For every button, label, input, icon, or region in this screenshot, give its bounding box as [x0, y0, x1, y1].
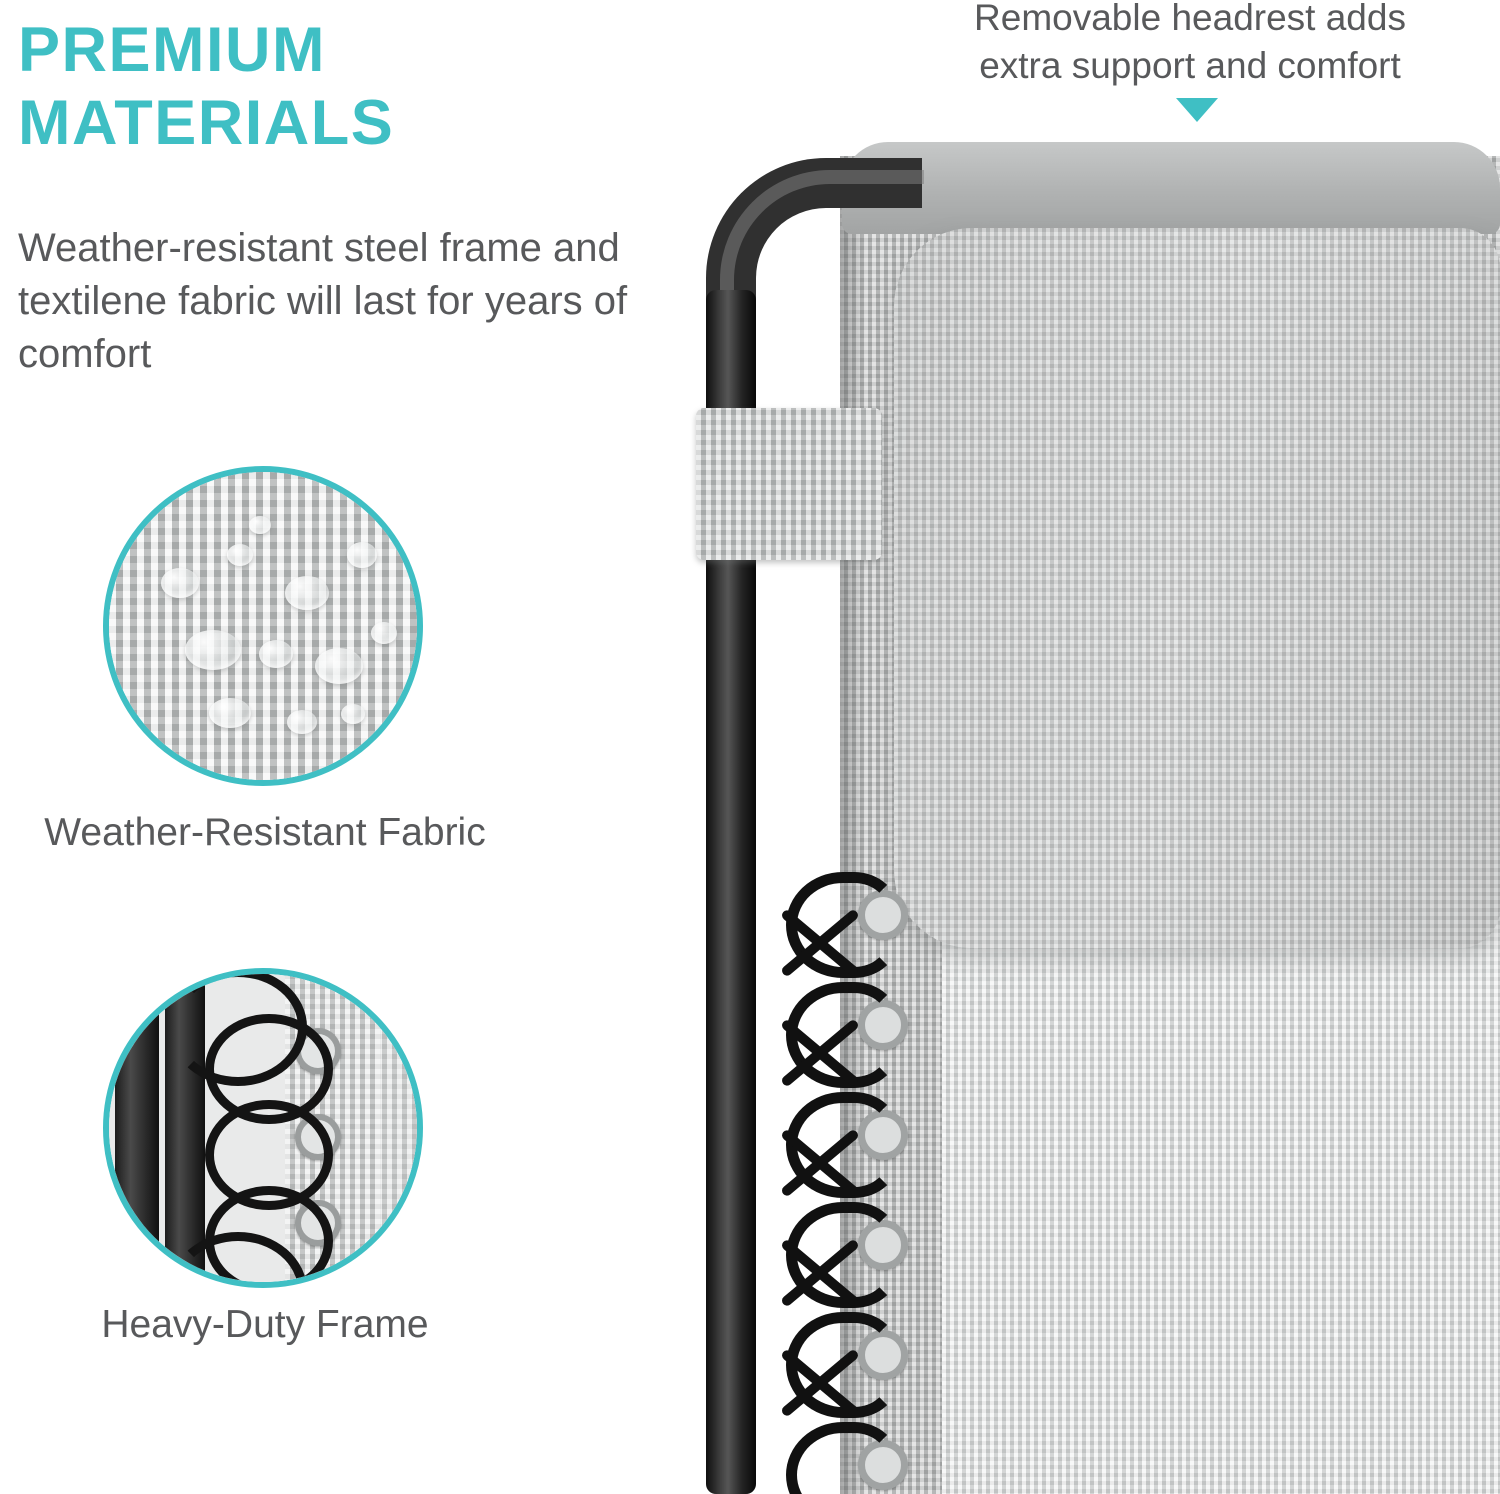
badge-weather-resistant-fabric	[103, 466, 423, 786]
webbing-strap	[377, 968, 423, 1288]
water-droplet-icon	[249, 516, 271, 534]
headrest-annotation-text: Removable headrest adds extra support and comfort	[974, 0, 1406, 87]
headrest-strap	[696, 408, 882, 560]
product-photo	[690, 120, 1500, 1494]
water-droplet-icon	[185, 630, 241, 670]
subheadline-text: Weather-resistant steel frame and textilene fabric will last for years of comfort	[18, 226, 628, 377]
badge-heavy-duty-frame	[103, 968, 423, 1288]
steel-tube	[115, 968, 159, 1288]
elastic-cord	[169, 968, 307, 1086]
water-droplet-icon	[341, 704, 365, 724]
water-droplet-icon	[285, 576, 329, 610]
badge-caption-heavy-duty-frame: Heavy-Duty Frame	[101, 1303, 429, 1346]
triangle-down-icon	[1176, 98, 1218, 122]
frame-macro-image	[109, 974, 417, 1282]
headrest-weave-texture	[894, 228, 1500, 948]
headline-line-1: PREMIUM	[18, 15, 326, 85]
water-droplet-icon	[371, 622, 397, 644]
water-droplet-icon	[315, 648, 363, 684]
removable-headrest-pillow	[894, 228, 1500, 948]
headline-line-2: MATERIALS	[18, 88, 395, 159]
water-droplet-icon	[227, 544, 253, 566]
badge-caption-weather-resistant-fabric: Weather-Resistant Fabric	[44, 811, 486, 854]
water-droplet-icon	[347, 542, 377, 568]
water-droplet-icon	[209, 698, 251, 728]
fabric-top-hem	[842, 142, 1500, 234]
water-droplet-icon	[287, 710, 317, 734]
water-droplet-icon	[259, 640, 293, 668]
page-title	[18, 14, 638, 160]
water-droplet-icon	[161, 568, 199, 598]
elastic-cord	[786, 1422, 900, 1494]
